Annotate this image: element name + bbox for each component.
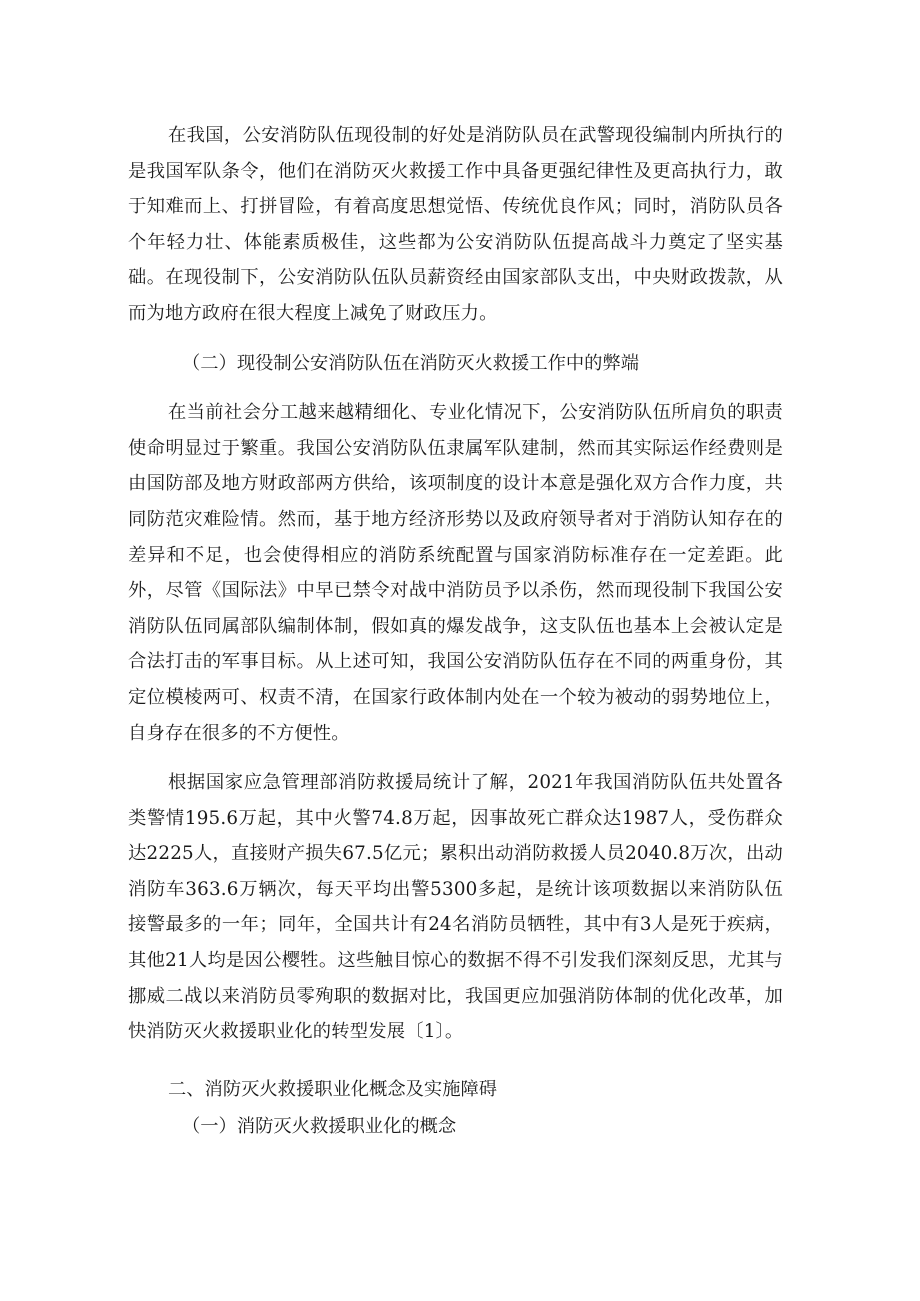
paragraph-advantages: 在我国，公安消防队伍现役制的好处是消防队员在武警现役编制内所执行的是我国军队条令，他们在消防灭火救援工作中具备更强纪律性及更高执行力，敢于知难而上、打拼冒险，有着高度思想觉悟、传统优良作风；同时，消防队员各个年轻力壮、体能素质极佳，这些都为公安消防队伍提高战斗力奠定了坚实基础。在现役制下，公安消防队伍队员薪资经由国家部队支出，中央财政拨款，从而为地方政府在很大程度上减免了财政压力。 <box>128 125 783 324</box>
subheading-disadvantages: （二）现役制公安消防队伍在消防灭火救援工作中的弊端 <box>182 352 640 374</box>
subheading-concept: （一）消防灭火救援职业化的概念 <box>182 1116 457 1138</box>
paragraph-statistics: 根据国家应急管理部消防救援局统计了解，2021年我国消防队伍共处置各类警情195.6万起，其中火警74.8万起，因事故死亡群众达1987人，受伤群众达2225人，直接财产损失67.5亿元；累积出动消防救援人员2040.8万次，出动消防车363.6万辆次，每天平均出警5300多起，是统计该项数据以来消防队伍接警最多的一年；同年，全国共计有24名消防员牺牲，其中有3人是死于疾病，其他21人均是因公樱牲。这些触目惊心的数据不得不引发我们深刻反思，尤其与挪威二战以来消防员零殉职的数据对比，我国更应加强消防体制的优化改革，加快消防灭火救援职业化的转型发展〔1〕。 <box>128 772 783 1043</box>
section-heading-professionalization: 二、消防灭火救援职业化概念及实施障碍 <box>168 1078 498 1100</box>
document-body <box>128 118 783 1145</box>
paragraph-disadvantages: 在当前社会分工越来越精细化、专业化情况下，公安消防队伍所肩负的职责使命明显过于繁重。我国公安消防队伍隶属军队建制，然而其实际运作经费则是由国防部及地方财政部两方供给，该项制度的设计本意是强化双方合作力度，共同防范灾难险情。然而，基于地方经济形势以及政府领导者对于消防认知存在的差异和不足，也会使得相应的消防系统配置与国家消防标准存在一定差距。此外，尽管《国际法》中早已禁令对战中消防员予以杀伤，然而现役制下我国公安消防队伍同属部队编制体制，假如真的爆发战争，这支队伍也基本上会被认定是合法打击的军事目标。从上述可知，我国公安消防队伍存在不同的两重身份，其定位模棱两可、权责不清，在国家行政体制内处在一个较为被动的弱势地位上，自身存在很多的不方便性。 <box>128 402 783 744</box>
